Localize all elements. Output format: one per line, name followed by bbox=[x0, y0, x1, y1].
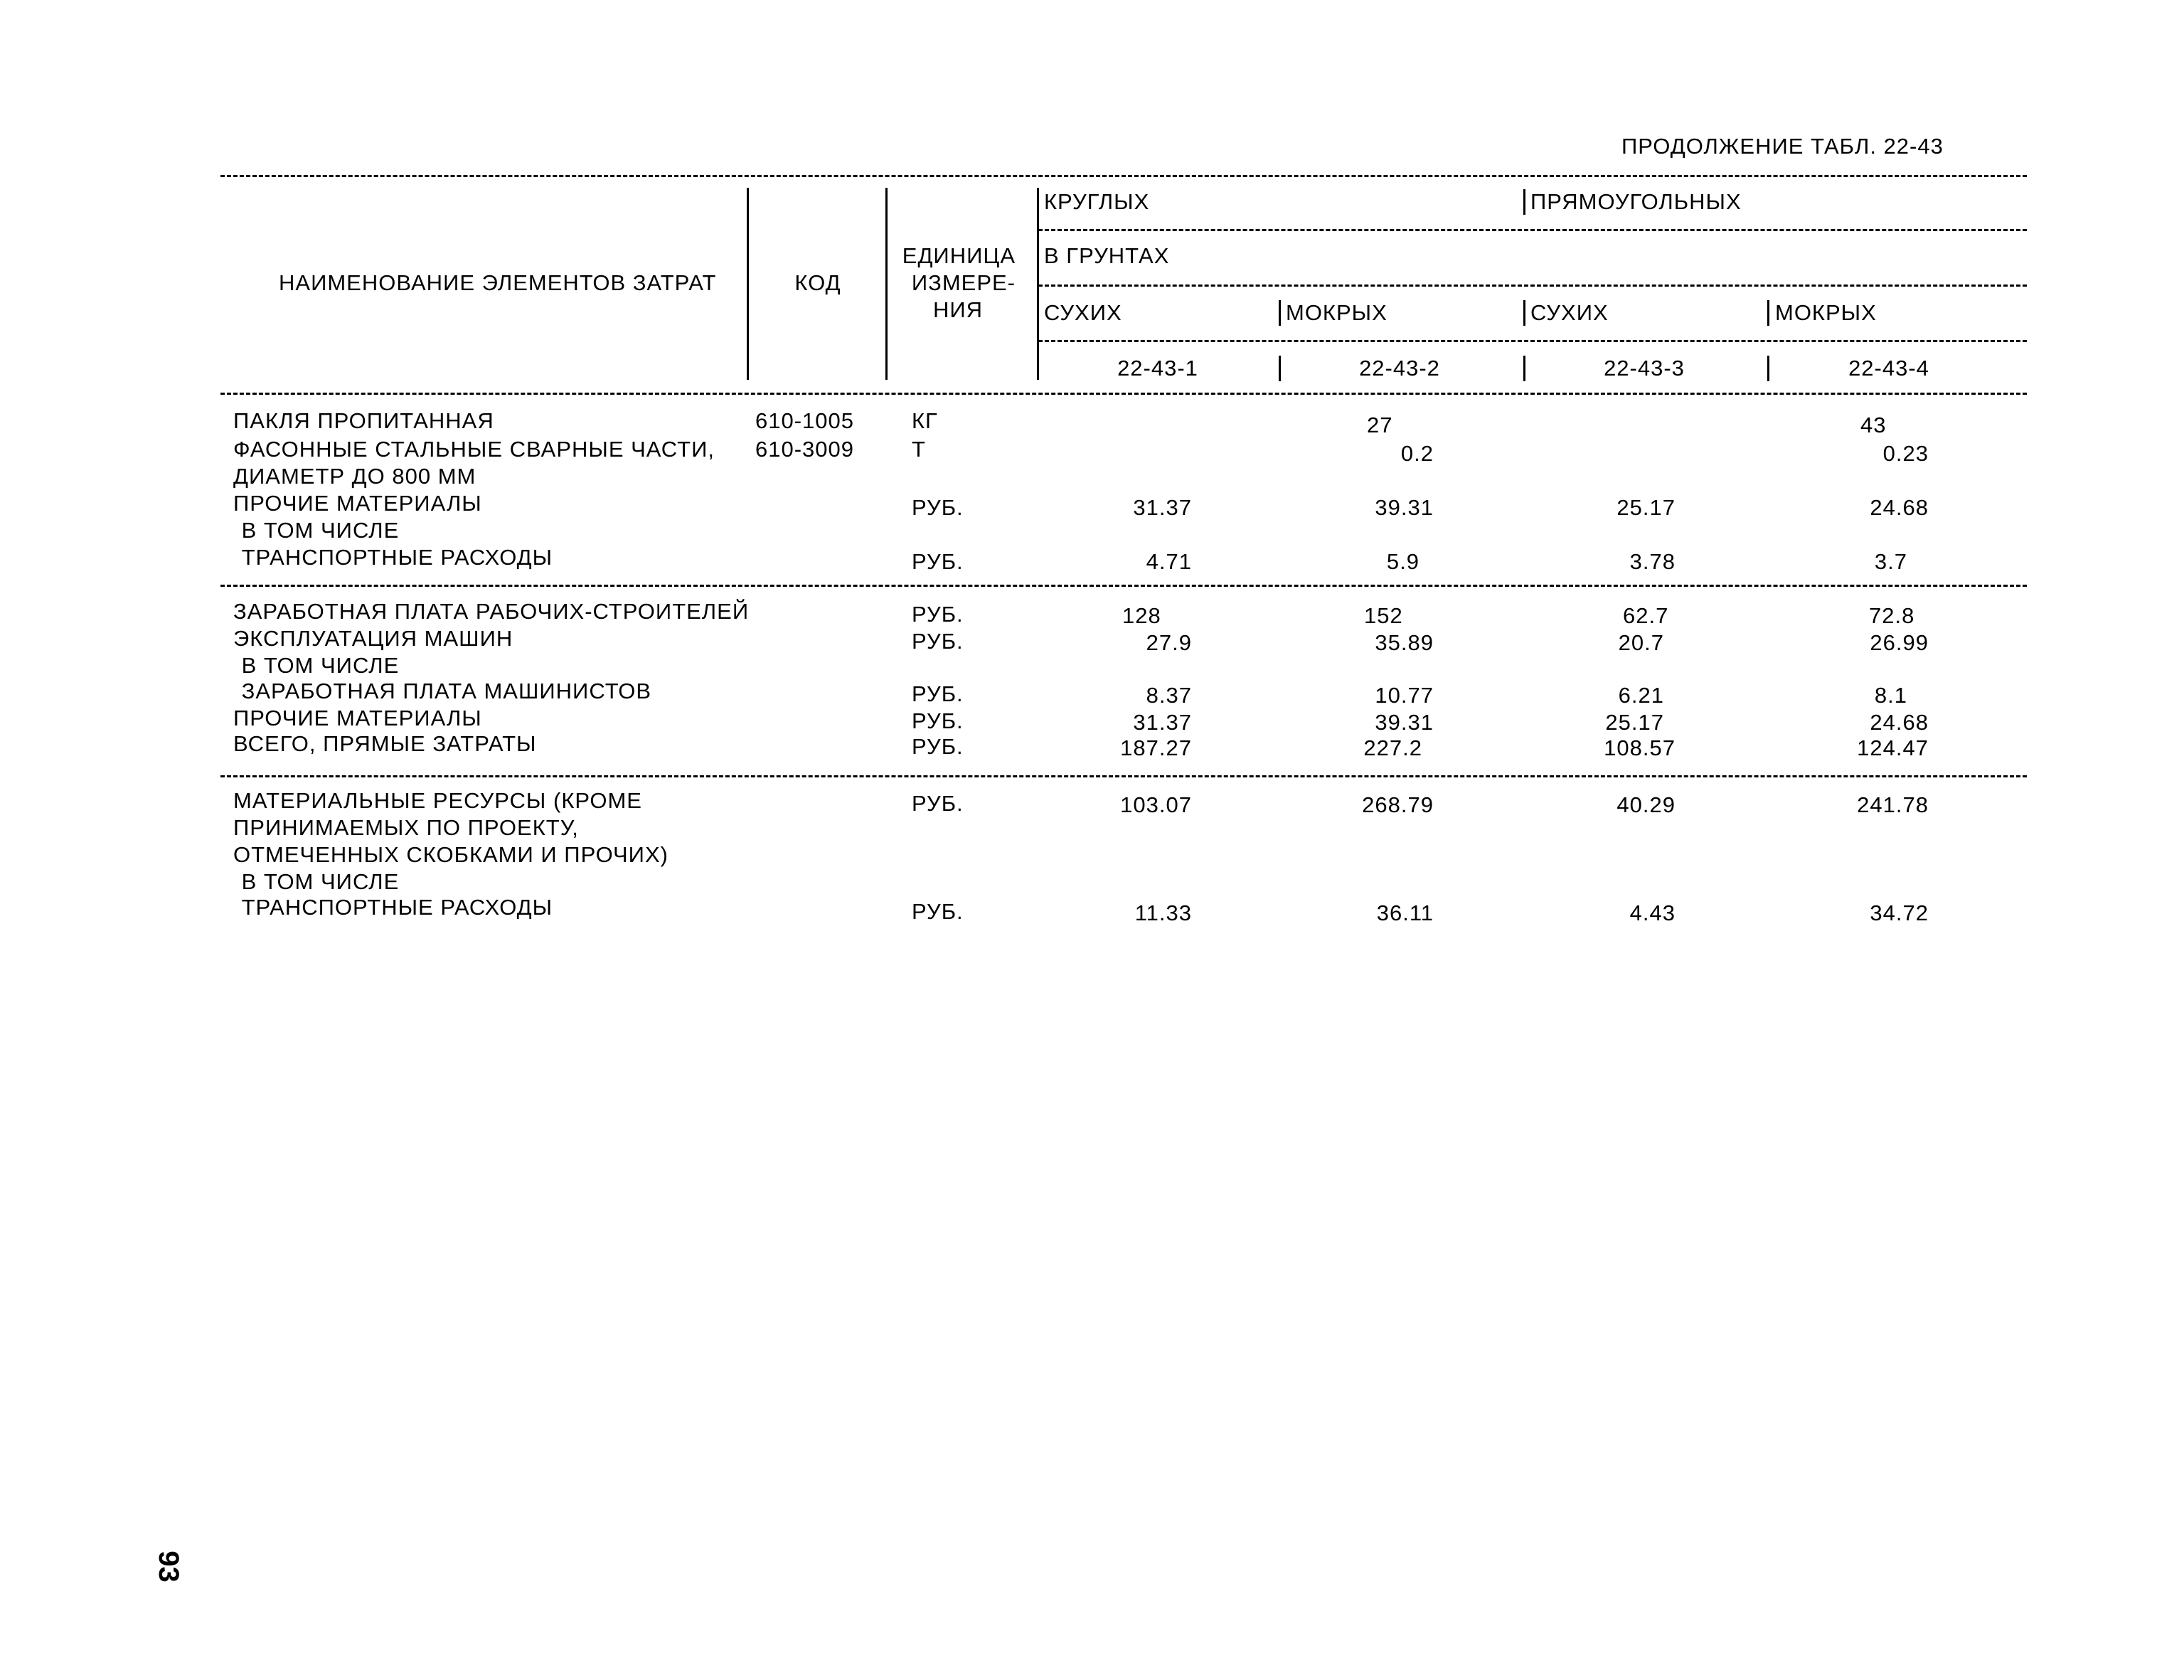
cell-value-4: 24.68 bbox=[1870, 495, 1929, 520]
header-separator-code bbox=[885, 188, 888, 380]
cell-value-4: 26.99 bbox=[1870, 630, 1929, 655]
cell-name: ЭКСПЛУАТАЦИЯ МАШИН bbox=[233, 626, 513, 651]
cell-code: 610-1005 bbox=[755, 408, 855, 433]
header-wet-2: МОКРЫХ bbox=[1775, 300, 1877, 325]
header-top-rule bbox=[220, 175, 2027, 177]
cell-value-3: 25.17 bbox=[1605, 710, 1664, 735]
header-separator-dry2 bbox=[1523, 300, 1525, 326]
header-unit-line1: ЕДИНИЦА bbox=[902, 243, 1016, 268]
header-separator-col2 bbox=[1279, 356, 1281, 381]
header-col-2: 22-43-2 bbox=[1359, 356, 1440, 381]
header-dry-2: СУХИХ bbox=[1530, 300, 1609, 325]
cell-value-4: 241.78 bbox=[1857, 792, 1929, 817]
cell-unit: РУБ. bbox=[912, 708, 964, 733]
cell-name: ПРОЧИЕ МАТЕРИАЛЫ bbox=[233, 706, 482, 730]
cell-value-3: 4.43 bbox=[1629, 900, 1676, 925]
cell-name: ТРАНСПОРТНЫЕ РАСХОДЫ bbox=[235, 895, 553, 920]
cell-value-3: 25.17 bbox=[1616, 495, 1676, 520]
header-name: НАИМЕНОВАНИЕ ЭЛЕМЕНТОВ ЗАТРАТ bbox=[279, 270, 717, 295]
cell-name: ЗАРАБОТНАЯ ПЛАТА РАБОЧИХ-СТРОИТЕЛЕЙ bbox=[233, 599, 750, 624]
cell-value-4: 124.47 bbox=[1857, 735, 1929, 760]
cell-unit: РУБ. bbox=[912, 549, 964, 574]
cell-name: МАТЕРИАЛЬНЫЕ РЕСУРСЫ (КРОМЕ bbox=[233, 788, 642, 813]
cell-name: ФАСОННЫЕ СТАЛЬНЫЕ СВАРНЫЕ ЧАСТИ, bbox=[233, 437, 715, 462]
cell-unit: РУБ. bbox=[912, 899, 964, 924]
header-separator-col3 bbox=[1523, 356, 1525, 381]
cell-unit: РУБ. bbox=[912, 791, 964, 816]
cell-value-2: 39.31 bbox=[1375, 495, 1434, 520]
cell-name: ПРОЧИЕ МАТЕРИАЛЫ bbox=[233, 491, 482, 516]
cell-value-4: 43 bbox=[1860, 413, 1887, 437]
cell-name: В ТОМ ЧИСЛЕ bbox=[235, 518, 400, 543]
cell-name: ЗАРАБОТНАЯ ПЛАТА МАШИНИСТОВ bbox=[235, 679, 652, 703]
header-dry-1: СУХИХ bbox=[1044, 300, 1122, 325]
header-rule-moisture bbox=[1038, 340, 2027, 342]
cell-name: В ТОМ ЧИСЛЕ bbox=[235, 653, 400, 678]
cell-value-1: 128 bbox=[1122, 603, 1161, 628]
cell-value-4: 34.72 bbox=[1870, 900, 1929, 925]
cell-value-1: 4.71 bbox=[1146, 549, 1192, 574]
cell-value-4: 0.23 bbox=[1882, 441, 1929, 466]
cell-name: ТРАНСПОРТНЫЕ РАСХОДЫ bbox=[235, 545, 553, 570]
section-rule-1 bbox=[220, 585, 2027, 587]
cell-name: В ТОМ ЧИСЛЕ bbox=[235, 869, 400, 894]
header-col-3: 22-43-3 bbox=[1604, 356, 1685, 381]
cell-value-2: 27 bbox=[1367, 413, 1393, 437]
cell-name: ОТМЕЧЕННЫХ СКОБКАМИ И ПРОЧИХ) bbox=[233, 842, 668, 867]
cell-unit: РУБ. bbox=[912, 681, 964, 706]
cell-value-2: 5.9 bbox=[1386, 549, 1419, 574]
cell-value-1: 11.33 bbox=[1134, 900, 1192, 925]
cell-unit: Т bbox=[912, 437, 926, 462]
cell-value-2: 39.31 bbox=[1375, 710, 1434, 735]
cell-value-3: 3.78 bbox=[1629, 549, 1676, 574]
cell-value-4: 72.8 bbox=[1869, 603, 1915, 628]
header-separator-unit bbox=[1037, 188, 1039, 380]
cell-value-2: 10.77 bbox=[1375, 683, 1434, 708]
cell-value-1: 27.9 bbox=[1146, 630, 1192, 655]
header-separator-wet2 bbox=[1767, 300, 1769, 326]
cell-value-4: 24.68 bbox=[1870, 710, 1929, 735]
cell-unit: КГ bbox=[912, 408, 938, 433]
cell-value-2: 268.79 bbox=[1362, 792, 1434, 817]
header-col-4: 22-43-4 bbox=[1848, 356, 1929, 381]
header-rule-soils bbox=[1038, 285, 2027, 287]
cell-unit: РУБ. bbox=[912, 495, 964, 520]
cell-value-4: 3.7 bbox=[1874, 549, 1907, 574]
header-separator-col4 bbox=[1767, 356, 1769, 381]
header-separator-rect bbox=[1523, 189, 1525, 215]
header-code: КОД bbox=[794, 270, 841, 295]
cell-value-4: 8.1 bbox=[1874, 683, 1907, 708]
cell-value-2: 152 bbox=[1364, 603, 1403, 628]
cell-code: 610-3009 bbox=[755, 437, 855, 462]
header-in-soils: В ГРУНТАХ bbox=[1044, 243, 1170, 268]
cell-value-3: 40.29 bbox=[1616, 792, 1676, 817]
header-col-1: 22-43-1 bbox=[1117, 356, 1198, 381]
header-separator-wet1 bbox=[1279, 300, 1281, 326]
header-rule-round bbox=[1038, 229, 2027, 231]
cell-value-1: 187.27 bbox=[1120, 735, 1192, 760]
header-unit-line2: ИЗМЕРЕ- bbox=[911, 270, 1016, 295]
header-round: КРУГЛЫХ bbox=[1044, 189, 1150, 214]
section-rule-2 bbox=[220, 775, 2027, 777]
cell-unit: РУБ. bbox=[912, 602, 964, 627]
cell-value-1: 103.07 bbox=[1120, 792, 1192, 817]
header-bottom-rule bbox=[220, 393, 2027, 395]
cell-value-1: 31.37 bbox=[1133, 495, 1192, 520]
cell-unit: РУБ. bbox=[912, 734, 964, 759]
header-wet-1: МОКРЫХ bbox=[1286, 300, 1387, 325]
cell-name: ВСЕГО, ПРЯМЫЕ ЗАТРАТЫ bbox=[233, 731, 537, 756]
cell-value-3: 62.7 bbox=[1623, 603, 1669, 628]
cell-value-1: 31.37 bbox=[1133, 710, 1192, 735]
header-unit-line3: НИЯ bbox=[932, 297, 983, 322]
cell-value-2: 36.11 bbox=[1376, 900, 1434, 925]
table-caption: ПРОДОЛЖЕНИЕ ТАБЛ. 22-43 bbox=[1621, 134, 1944, 159]
cell-unit: РУБ. bbox=[912, 629, 964, 654]
cell-value-3: 20.7 bbox=[1618, 630, 1664, 655]
cell-value-2: 35.89 bbox=[1375, 630, 1434, 655]
header-separator-name bbox=[747, 188, 749, 380]
cell-value-2: 227.2 bbox=[1363, 735, 1422, 760]
cell-name: ПРИНИМАЕМЫХ ПО ПРОЕКТУ, bbox=[233, 815, 579, 840]
header-rect: ПРЯМОУГОЛЬНЫХ bbox=[1530, 189, 1742, 214]
cell-value-2: 0.2 bbox=[1400, 441, 1434, 466]
cell-value-3: 6.21 bbox=[1618, 683, 1664, 708]
cell-name: ДИАМЕТР ДО 800 ММ bbox=[233, 464, 476, 489]
cell-value-3: 108.57 bbox=[1604, 735, 1676, 760]
cell-name: ПАКЛЯ ПРОПИТАННАЯ bbox=[233, 408, 494, 433]
cell-value-1: 8.37 bbox=[1146, 683, 1192, 708]
page-number: 93 bbox=[152, 1551, 184, 1583]
